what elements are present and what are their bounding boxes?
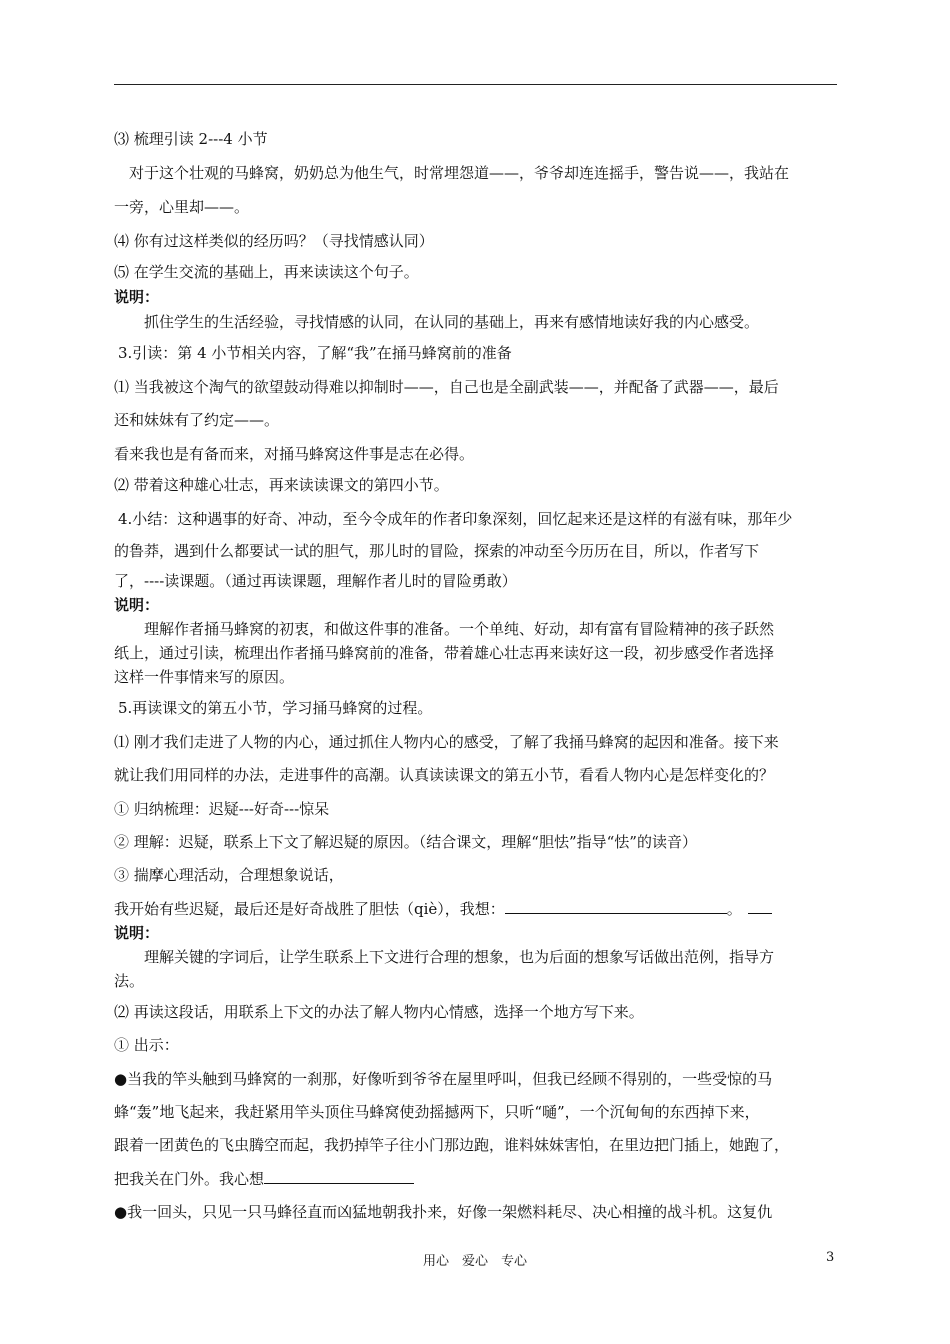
- note-text: 法。: [114, 972, 145, 990]
- section-heading: 5.再读课文的第五小节，学习捅马蜂窝的过程。: [118, 699, 433, 717]
- note-label: 说明：: [114, 924, 160, 942]
- list-item: ⑸ 在学生交流的基础上，再来读读这个句子。: [114, 263, 419, 281]
- quoted-passage-line: ●当我的竿头触到马蜂窝的一刹那，好像听到爷爷在屋里呼叫，但我已经顾不得别的，一些受惊的马: [114, 1070, 773, 1088]
- section-heading: ⑶ 梳理引读 2---4 小节: [114, 130, 268, 148]
- list-item: ⑷ 你有过这样类似的经历吗？（寻找情感认同）: [114, 232, 434, 250]
- list-item: ① 出示：: [114, 1036, 179, 1054]
- list-item: ⑵ 再读这段话，用联系上下文的办法了解人物内心情感，选择一个地方写下来。: [114, 1003, 644, 1021]
- note-text: 抓住学生的生活经验，寻找情感的认同，在认同的基础上，再来有感情地读好我的内心感受。: [144, 313, 760, 331]
- paragraph-line: 看来我也是有备而来，对捅马蜂窝这件事是志在必得。: [114, 445, 475, 463]
- quoted-passage-line: 蜂“轰”地飞起来，我赶紧用竿头顶住马蜂窝使劲摇撼两下，只听“嗵”，一个沉甸甸的东西掉下来，: [114, 1103, 760, 1121]
- fill-in-line: [114, 898, 772, 920]
- list-item: ⑵ 带着这种雄心壮志，再来读读课文的第四小节。: [114, 476, 449, 494]
- quoted-passage-line: 跟着一团黄色的飞虫腾空而起，我扔掉竿子往小门那边跑，谁料妹妹害怕，在里边把门插上，她跑了，: [114, 1136, 790, 1154]
- fill-in-prompt: 我开始有些迟疑，最后还是好奇战胜了胆怯（qiè），我想：: [114, 900, 505, 918]
- note-text: 这样一件事情来写的原因。: [114, 668, 295, 686]
- answer-blank[interactable]: [264, 1168, 414, 1184]
- paragraph-line: 一旁，心里却——。: [114, 198, 250, 216]
- paragraph-line: 就让我们用同样的办法，走进事件的高潮。认真读读课文的第五小节，看看人物内心是怎样变化的？: [114, 766, 775, 784]
- list-item: ⑴ 当我被这个淘气的欲望鼓动得难以抑制时——，自己也是全副武装——，并配备了武器——，最后: [114, 378, 779, 396]
- header-rule: [114, 84, 837, 85]
- note-text: 纸上，通过引读，梳理出作者捅马蜂窝前的准备，带着雄心壮志再来读好这一段，初步感受作者选择: [114, 644, 775, 662]
- list-item: ⑴ 刚才我们走进了人物的内心，通过抓住人物内心的感受，了解了我捅马蜂窝的起因和准备。接下来: [114, 733, 779, 751]
- note-text: 理解作者捅马蜂窝的初衷，和做这件事的准备。一个单纯、好动，却有富有冒险精神的孩子跃然: [144, 620, 775, 638]
- section-heading: 4.小结：这种遇事的好奇、冲动，至今令成年的作者印象深刻，回忆起来还是这样的有滋有味，那年少: [118, 510, 793, 528]
- note-text: 理解关键的字词后，让学生联系上下文进行合理的想象，也为后面的想象写话做出范例，指导方: [144, 948, 775, 966]
- page-number: 3: [826, 1250, 835, 1265]
- fill-in-prompt: 把我关在门外。我心想: [114, 1170, 265, 1188]
- page-footer: 用心 爱心 专心: [422, 1254, 527, 1269]
- quoted-passage-line: ●我一回头，只见一只马蜂径直而凶猛地朝我扑来，好像一架燃料耗尽、决心相撞的战斗机。这复仇: [114, 1203, 773, 1221]
- quoted-passage-line: [114, 1168, 414, 1190]
- answer-blank[interactable]: [505, 898, 727, 914]
- paragraph-line: 对于这个壮观的马蜂窝，奶奶总为他生气，时常埋怨道——，爷爷却连连摇手，警告说——，我站在: [129, 164, 790, 182]
- fill-in-end: 。: [726, 900, 742, 918]
- list-item: ① 归纳梳理：迟疑---好奇---惊呆: [114, 800, 330, 818]
- section-heading: 3.引读：第 4 小节相关内容，了解“我”在捅马蜂窝前的准备: [118, 344, 512, 362]
- list-item: ② 理解：迟疑，联系上下文了解迟疑的原因。（结合课文，理解“胆怯”指导“怯”的读音）: [114, 833, 697, 851]
- note-label: 说明：: [114, 596, 160, 614]
- paragraph-line: 了，----读课题。（通过再读课题，理解作者儿时的冒险勇敢）: [114, 572, 517, 590]
- answer-blank[interactable]: [748, 898, 772, 914]
- paragraph-line: 的鲁莽，遇到什么都要试一试的胆气，那儿时的冒险，探索的冲动至今历历在目，所以，作者写下: [114, 542, 760, 560]
- note-label: 说明：: [114, 288, 160, 306]
- list-item: ③ 揣摩心理活动，合理想象说话，: [114, 866, 344, 884]
- paragraph-line: 还和妹妹有了约定——。: [114, 411, 280, 429]
